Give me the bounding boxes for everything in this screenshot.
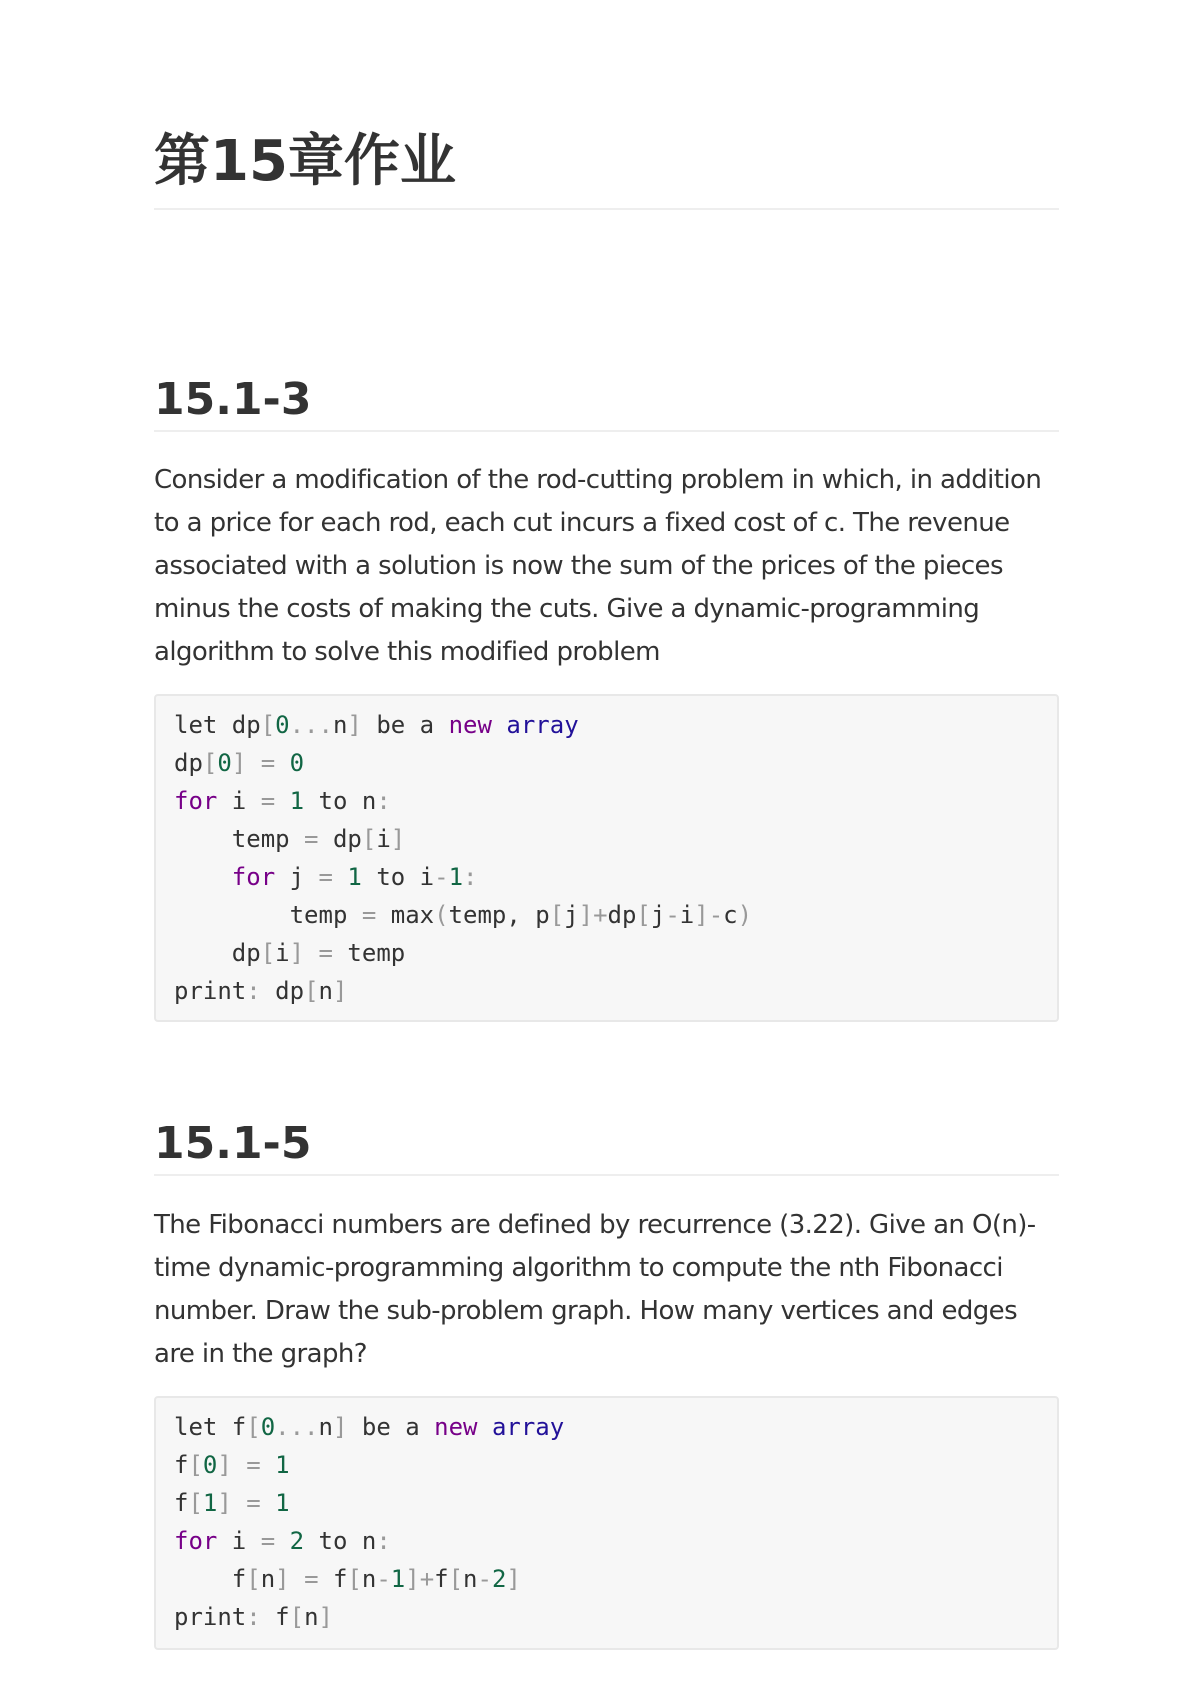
code-line bbox=[174, 1484, 1039, 1522]
code-token: 1 bbox=[448, 863, 464, 891]
code-token: let f bbox=[174, 1413, 247, 1441]
code-token: dp bbox=[174, 749, 203, 777]
code-token: ] bbox=[390, 825, 406, 853]
code-token: = bbox=[318, 939, 333, 967]
code-line bbox=[174, 1560, 1039, 1598]
code-token: let dp bbox=[174, 711, 261, 739]
code-token: [ bbox=[361, 825, 377, 853]
code-token: dp bbox=[607, 901, 637, 929]
code-token bbox=[275, 787, 289, 815]
code-token bbox=[232, 1489, 246, 1517]
code-token: ] bbox=[318, 1603, 333, 1631]
code-token: to i bbox=[361, 863, 435, 891]
code-token: 0 bbox=[260, 1413, 276, 1441]
code-token bbox=[174, 863, 232, 891]
code-token: ... bbox=[289, 711, 333, 739]
code-line bbox=[174, 896, 1039, 934]
code-line bbox=[174, 1598, 1039, 1636]
code-token: be a bbox=[347, 1413, 435, 1441]
code-token: j bbox=[275, 863, 319, 891]
code-token: f bbox=[318, 1565, 348, 1593]
code-token: 1 bbox=[347, 863, 362, 891]
code-token: array bbox=[506, 711, 579, 739]
code-token: [ bbox=[246, 1565, 261, 1593]
code-token: ] bbox=[405, 1565, 420, 1593]
code-token: 0 bbox=[275, 711, 290, 739]
code-token: 2 bbox=[491, 1565, 507, 1593]
code-token: n bbox=[463, 1565, 478, 1593]
code-token: 0 bbox=[202, 1451, 218, 1479]
code-token: [ bbox=[304, 977, 319, 1005]
section-paragraph-15-1-5: The Fibonacci numbers are defined by recurrence (3.22). Give an O(n)-time dynamic-programming algorithm to compute the nth Fibonacci number. Draw the sub-problem graph. How many vertices and edges are in the graph? bbox=[154, 1210, 1036, 1369]
code-token: new bbox=[448, 711, 492, 739]
code-token: + bbox=[419, 1565, 435, 1593]
code-token: = bbox=[260, 1527, 276, 1555]
code-token: temp bbox=[332, 939, 406, 967]
code-token: = bbox=[318, 863, 333, 891]
code-token bbox=[290, 1565, 304, 1593]
code-token: 1 bbox=[390, 1565, 406, 1593]
code-token: [ bbox=[260, 939, 276, 967]
code-token: = bbox=[260, 787, 276, 815]
code-token: i bbox=[217, 1527, 261, 1555]
code-token: [ bbox=[246, 1413, 261, 1441]
code-token: [ bbox=[347, 1565, 362, 1593]
code-token: f bbox=[174, 1489, 189, 1517]
code-token: = bbox=[246, 1489, 261, 1517]
code-token: f bbox=[260, 1603, 290, 1631]
code-token: [ bbox=[636, 901, 651, 929]
code-token: ] bbox=[694, 901, 709, 929]
code-token: i bbox=[217, 787, 261, 815]
code-token: [ bbox=[202, 749, 218, 777]
code-token: n bbox=[332, 711, 348, 739]
code-block-15-1-5 bbox=[154, 1396, 1059, 1650]
code-line bbox=[174, 706, 1039, 744]
code-token bbox=[232, 1451, 246, 1479]
code-token: f bbox=[434, 1565, 449, 1593]
code-token: - bbox=[434, 863, 449, 891]
code-token: 2 bbox=[289, 1527, 305, 1555]
code-token bbox=[246, 749, 260, 777]
code-token: + bbox=[593, 901, 608, 929]
code-token: 1 bbox=[275, 1489, 290, 1517]
code-token: for bbox=[231, 863, 276, 891]
code-token bbox=[304, 939, 318, 967]
section-heading-15-1-5: 15.1-5 bbox=[154, 1114, 1059, 1176]
code-token: c bbox=[723, 901, 738, 929]
code-line bbox=[174, 858, 1039, 896]
code-token: = bbox=[260, 749, 276, 777]
code-token: ] bbox=[506, 1565, 521, 1593]
code-token: i bbox=[376, 825, 391, 853]
code-token: to n bbox=[304, 787, 377, 815]
code-block-15-1-3 bbox=[154, 694, 1059, 1022]
code-token: ] bbox=[217, 1489, 232, 1517]
code-token: [ bbox=[448, 1565, 464, 1593]
code-token: max bbox=[376, 901, 435, 929]
code-token: ] bbox=[289, 939, 305, 967]
code-token: ] bbox=[217, 1451, 232, 1479]
code-token: temp bbox=[174, 825, 305, 853]
code-token: array bbox=[491, 1413, 565, 1441]
code-token: : bbox=[246, 1603, 261, 1631]
code-token: dp bbox=[318, 825, 362, 853]
code-token: f bbox=[174, 1565, 247, 1593]
code-line bbox=[174, 972, 1039, 1010]
section-heading-15-1-3: 15.1-3 bbox=[154, 370, 1059, 432]
code-token: ( bbox=[434, 901, 449, 929]
code-token: n bbox=[318, 977, 333, 1005]
code-token: 0 bbox=[217, 749, 232, 777]
code-token: i bbox=[679, 901, 695, 929]
code-token: to n bbox=[304, 1527, 377, 1555]
code-token: ] bbox=[578, 901, 594, 929]
code-token: = bbox=[304, 1565, 319, 1593]
code-line bbox=[174, 934, 1039, 972]
page-title: 第15章作业 bbox=[154, 120, 1059, 210]
code-token: [ bbox=[260, 711, 276, 739]
code-token: [ bbox=[188, 1489, 203, 1517]
code-token: - bbox=[376, 1565, 391, 1593]
code-token: n bbox=[318, 1413, 333, 1441]
code-token bbox=[275, 749, 289, 777]
code-token: for bbox=[174, 1527, 218, 1555]
code-token bbox=[261, 1451, 275, 1479]
code-token: 1 bbox=[275, 1451, 290, 1479]
code-token: - bbox=[477, 1565, 492, 1593]
code-token: : bbox=[376, 787, 391, 815]
code-token: print bbox=[174, 1603, 247, 1631]
code-line bbox=[174, 1522, 1039, 1560]
code-token: [ bbox=[289, 1603, 305, 1631]
code-line bbox=[174, 744, 1039, 782]
code-token: - bbox=[708, 901, 724, 929]
code-token: : bbox=[463, 863, 478, 891]
code-token: n bbox=[260, 1565, 276, 1593]
code-token: ) bbox=[737, 901, 753, 929]
code-token: temp, p bbox=[448, 901, 550, 929]
code-token: [ bbox=[188, 1451, 203, 1479]
code-token: new bbox=[434, 1413, 478, 1441]
code-token: i bbox=[275, 939, 290, 967]
code-token bbox=[477, 1413, 491, 1441]
code-token: [ bbox=[549, 901, 565, 929]
code-token: n bbox=[361, 1565, 377, 1593]
code-token bbox=[261, 1489, 275, 1517]
code-token: 1 bbox=[202, 1489, 218, 1517]
code-line bbox=[174, 782, 1039, 820]
code-token: be a bbox=[361, 711, 449, 739]
code-token: temp bbox=[174, 901, 362, 929]
code-token: 0 bbox=[289, 749, 305, 777]
code-token: = bbox=[304, 825, 319, 853]
code-token: ] bbox=[347, 711, 362, 739]
code-token: : bbox=[246, 977, 261, 1005]
code-token: dp bbox=[174, 939, 261, 967]
code-token: ] bbox=[275, 1565, 290, 1593]
code-token: = bbox=[361, 901, 377, 929]
section-paragraph-15-1-3: Consider a modification of the rod-cutting problem in which, in addition to a price for each rod, each cut incurs a fixed cost of c. The revenue associated with a solution is now the sum of the prices of the pieces minus the costs of making the cuts. Give a dynamic-programming algorithm to solve this modified problem bbox=[154, 465, 1042, 667]
code-token: n bbox=[304, 1603, 319, 1631]
code-token: ] bbox=[231, 749, 247, 777]
code-token: f bbox=[174, 1451, 189, 1479]
code-token: = bbox=[246, 1451, 261, 1479]
code-line bbox=[174, 820, 1039, 858]
code-token: ... bbox=[275, 1413, 319, 1441]
code-line bbox=[174, 1408, 1039, 1446]
code-token: ] bbox=[332, 977, 348, 1005]
code-token bbox=[492, 711, 506, 739]
code-token: for bbox=[174, 787, 218, 815]
code-token: j bbox=[650, 901, 666, 929]
code-token: - bbox=[665, 901, 680, 929]
code-line bbox=[174, 1446, 1039, 1484]
code-token: dp bbox=[260, 977, 305, 1005]
code-token: 1 bbox=[289, 787, 305, 815]
code-token: ] bbox=[332, 1413, 348, 1441]
code-token bbox=[333, 863, 347, 891]
code-token: print bbox=[174, 977, 247, 1005]
code-token bbox=[275, 1527, 289, 1555]
code-token: j bbox=[564, 901, 579, 929]
code-token: : bbox=[376, 1527, 391, 1555]
